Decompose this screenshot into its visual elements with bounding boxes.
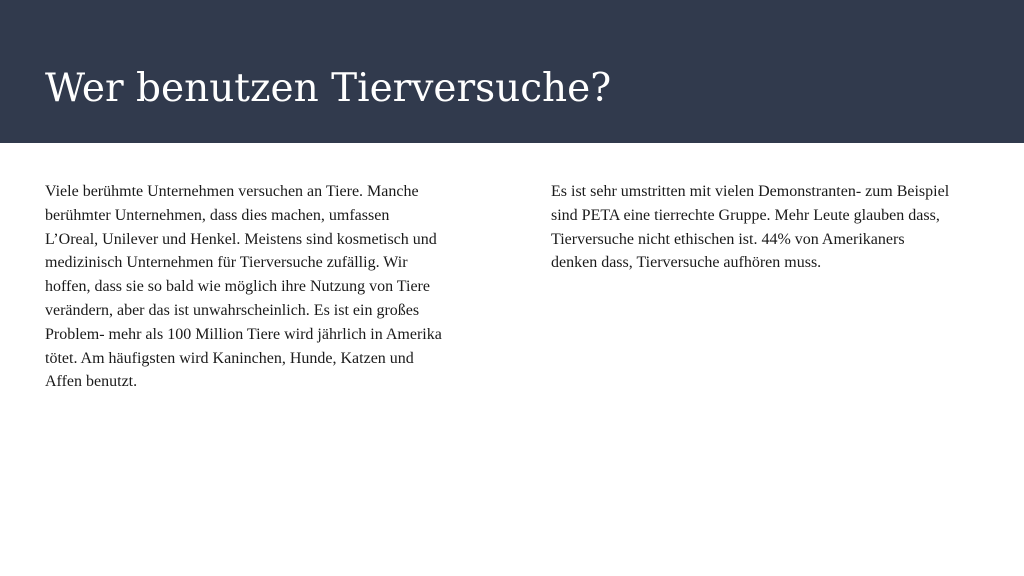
left-text-line: berühmter Unternehmen, dass dies machen, umfassen (45, 206, 390, 224)
left-text-line: L’Oreal, Unilever und Henkel. Meistens sind kosmetisch und (45, 230, 437, 248)
left-text-line: Problem- mehr als 100 Million Tiere wird jährlich in Amerika (45, 325, 442, 343)
left-text-line: verändern, aber das ist unwahrscheinlich. Es ist ein großes (45, 301, 420, 319)
left-text-line: tötet. Am häufigsten wird Kaninchen, Hunde, Katzen und (45, 349, 414, 367)
right-text-line: denken dass, Tierversuche aufhören muss. (551, 254, 822, 272)
left-text-line: Affen benutzt. (45, 373, 138, 391)
left-text-line: medizinisch Unternehmen für Tierversuche zufällig. Wir (45, 254, 408, 272)
right-text-line: Es ist sehr umstritten mit vielen Demonstranten- zum Beispiel (551, 183, 950, 200)
left-text-column (45, 180, 475, 394)
slide-title: Wer benutzen Tierversuche? (45, 66, 612, 111)
title-banner (0, 0, 1024, 143)
left-text-line: hoffen, dass sie so bald wie möglich ihre Nutzung von Tiere (45, 278, 430, 296)
right-text-line: sind PETA eine tierrechte Gruppe. Mehr Leute glauben dass, (551, 206, 940, 224)
right-text-column (551, 180, 991, 275)
right-text-line: Tierversuche nicht ethischen ist. 44% von Amerikaners (551, 230, 905, 248)
left-text-line: Viele berühmte Unternehmen versuchen an Tiere. Manche (45, 183, 419, 200)
